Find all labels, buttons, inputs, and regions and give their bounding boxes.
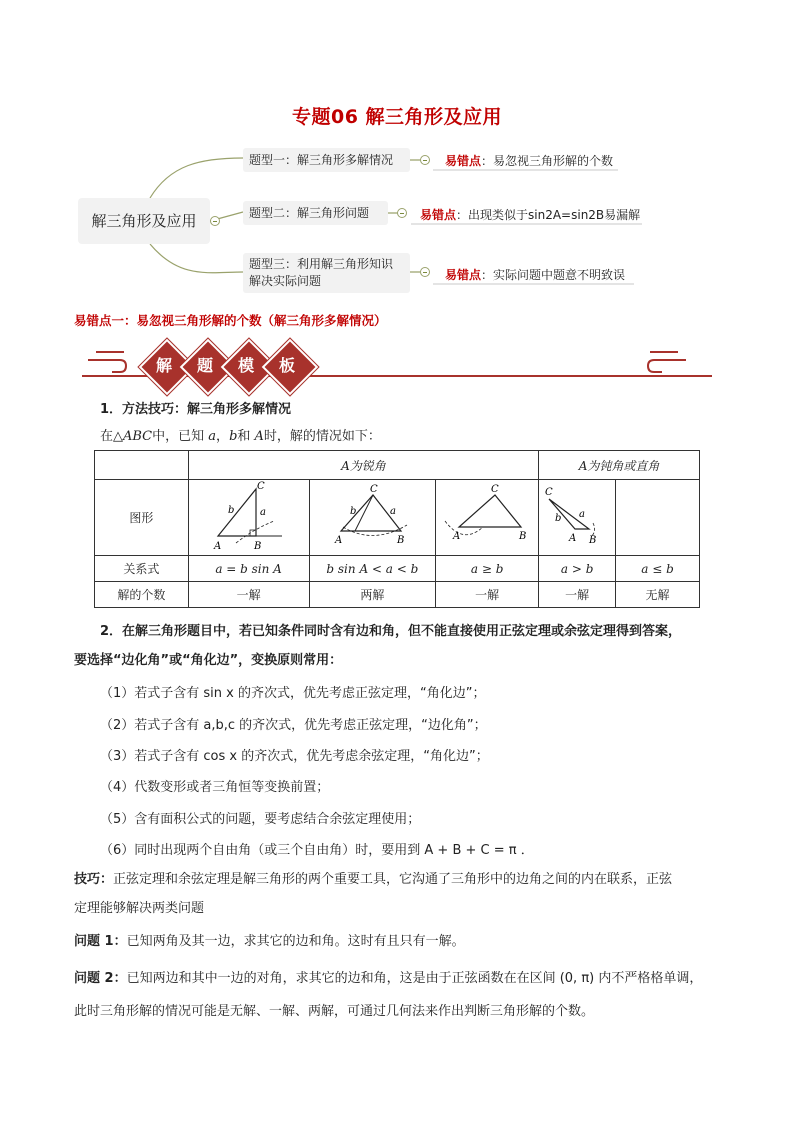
rule-item: （3）若式子含有 cos x 的齐次式，优先考虑余弦定理，“角化边”；: [100, 749, 489, 764]
triangle-figure: [194, 481, 304, 551]
error-text: ：出现类似于sin2A=sin2B易漏解: [456, 208, 641, 222]
rule-item: （4）代数变形或者三角恒等变换前置；: [100, 780, 330, 795]
count-cell: 无解: [616, 582, 700, 608]
label-A: A: [569, 533, 577, 544]
banner-char: 题: [196, 356, 213, 375]
point1-intro: [100, 425, 381, 444]
question-2-line-1: [74, 967, 702, 986]
tips-line-1: [74, 868, 672, 887]
count-cell: 一解: [436, 582, 539, 608]
tips-label: 技巧：: [74, 872, 114, 887]
triangle-name: ABC: [123, 429, 153, 444]
label-a: a: [259, 507, 266, 518]
section-heading: 易错点一：易忽视三角形解的个数（解三角形多解情况）: [74, 313, 387, 328]
error-key: 易错点: [420, 208, 457, 222]
page-title: 专题06 解三角形及应用: [291, 106, 503, 128]
count-cell: 两解: [309, 582, 436, 608]
error-key: 易错点: [445, 154, 482, 168]
mindmap-branch-1: 题型一：解三角形多解情况: [243, 148, 410, 172]
label-B: B: [397, 535, 405, 546]
question-text: 已知两边和其中一边的对角，求其它的边和角，这是由于正弦函数在在区间 (0, π) 内不严格格单调，: [126, 971, 703, 986]
var-b: b: [229, 429, 238, 444]
intro-text: 和: [237, 429, 255, 444]
error-key: 易错点: [445, 268, 482, 282]
relation-cell: a ≤ b: [616, 556, 700, 582]
mindmap-root: 解三角形及应用: [78, 198, 210, 244]
collapse-icon[interactable]: [420, 155, 430, 165]
collapse-icon[interactable]: [210, 216, 220, 226]
count-cell: 一解: [539, 582, 616, 608]
figure-cell: [436, 480, 539, 556]
point1-heading: 1．方法技巧：解三角形多解情况: [100, 402, 292, 417]
question-label: 问题 2：: [74, 971, 127, 986]
branch-3-line-2: 解决实际问题: [249, 274, 322, 288]
error-text: ：实际问题中题意不明致误: [481, 268, 626, 282]
intro-text: ，: [216, 429, 230, 444]
triangle-figure: [439, 481, 535, 551]
question-text: 已知两角及其一边，求其它的边和角。这时有且只有一解。: [126, 934, 465, 949]
banner-char: 解: [155, 356, 172, 375]
branch-3-line-1: 题型三：利用解三角形知识: [249, 257, 394, 271]
banner: [144, 344, 324, 388]
mindmap-branch-3: [243, 253, 410, 293]
label-a: a: [579, 509, 586, 520]
rule-item: （6）同时出现两个自由角（或三个自由角）时，要用到 A + B + C = π ．: [100, 843, 534, 858]
label-C: C: [256, 481, 265, 492]
row-label-figure: 图形: [95, 480, 189, 556]
label-B: B: [519, 531, 527, 542]
question-label: 问题 1：: [74, 934, 127, 949]
error-text: ：易忽视三角形解的个数: [481, 154, 614, 168]
var-a: a: [208, 429, 217, 444]
label-A: A: [335, 535, 343, 546]
point2-line-1: 2．在解三角形题目中，若已知条件同时含有边和角，但不能直接使用正弦定理或余弦定理得到答案，: [100, 624, 682, 639]
label-b: b: [350, 506, 357, 517]
table-corner: [95, 451, 189, 480]
mindmap-error-2: [420, 206, 640, 223]
label-a: a: [390, 506, 397, 517]
intro-text: 时，解的情况如下：: [263, 429, 381, 444]
banner-char: 板: [278, 356, 295, 375]
figure-cell: [309, 480, 436, 556]
mindmap-error-1: [445, 152, 613, 169]
intro-text: 中，已知: [152, 429, 209, 444]
label-b: b: [227, 505, 234, 516]
label-A: A: [213, 541, 221, 551]
rule-item: （5）含有面积公式的问题，要考虑结合余弦定理使用；: [100, 812, 421, 827]
row-label-count: 解的个数: [95, 582, 189, 608]
question-2-line-2: 此时三角形解的情况可能是无解、一解、两解，可通过几何法来作出判断三角形解的个数。: [74, 1004, 595, 1019]
header-acute: A为锐角: [188, 451, 538, 480]
mindmap-branch-2: 题型二：解三角形问题: [243, 201, 388, 225]
intro-text: 在△: [100, 429, 123, 444]
relation-cell: a ≥ b: [436, 556, 539, 582]
tips-line-2: 定理能够解决两类问题: [74, 901, 205, 916]
mindmap-error-3: [445, 266, 625, 283]
relation-cell: b sin A < a < b: [309, 556, 436, 582]
figure-cell: [539, 480, 616, 556]
header-obtuse: A为钝角或直角: [539, 451, 700, 480]
cases-table: [94, 450, 700, 608]
figure-cell-empty: [616, 480, 700, 556]
label-b: b: [555, 513, 562, 524]
relation-cell: a = b sin A: [188, 556, 309, 582]
var-A: A: [254, 429, 264, 444]
label-C: C: [545, 487, 553, 498]
question-1: [74, 930, 465, 949]
row-label-relation: 关系式: [95, 556, 189, 582]
label-A: A: [453, 531, 461, 542]
rule-item: （1）若式子含有 sin x 的齐次式，优先考虑正弦定理，“角化边”；: [100, 686, 486, 701]
collapse-icon[interactable]: [420, 267, 430, 277]
point2-line-2: 要选择“边化角”或“角化边”，变换原则常用：: [74, 653, 343, 668]
relation-cell: a > b: [539, 556, 616, 582]
rule-item: （2）若式子含有 a,b,c 的齐次式，优先考虑正弦定理，“边化角”；: [100, 718, 487, 733]
label-B: B: [253, 541, 261, 551]
triangle-figure: [317, 481, 427, 551]
triangle-figure: [539, 481, 615, 551]
label-C: C: [370, 484, 379, 495]
count-cell: 一解: [188, 582, 309, 608]
collapse-icon[interactable]: [397, 208, 407, 218]
label-C: C: [491, 484, 499, 495]
tips-text: 正弦定理和余弦定理是解三角形的两个重要工具，它沟通了三角形中的边角之间的内在联系，正弦: [113, 872, 673, 887]
banner-char: 模: [237, 356, 254, 375]
label-B: B: [589, 535, 597, 546]
figure-cell: [188, 480, 309, 556]
